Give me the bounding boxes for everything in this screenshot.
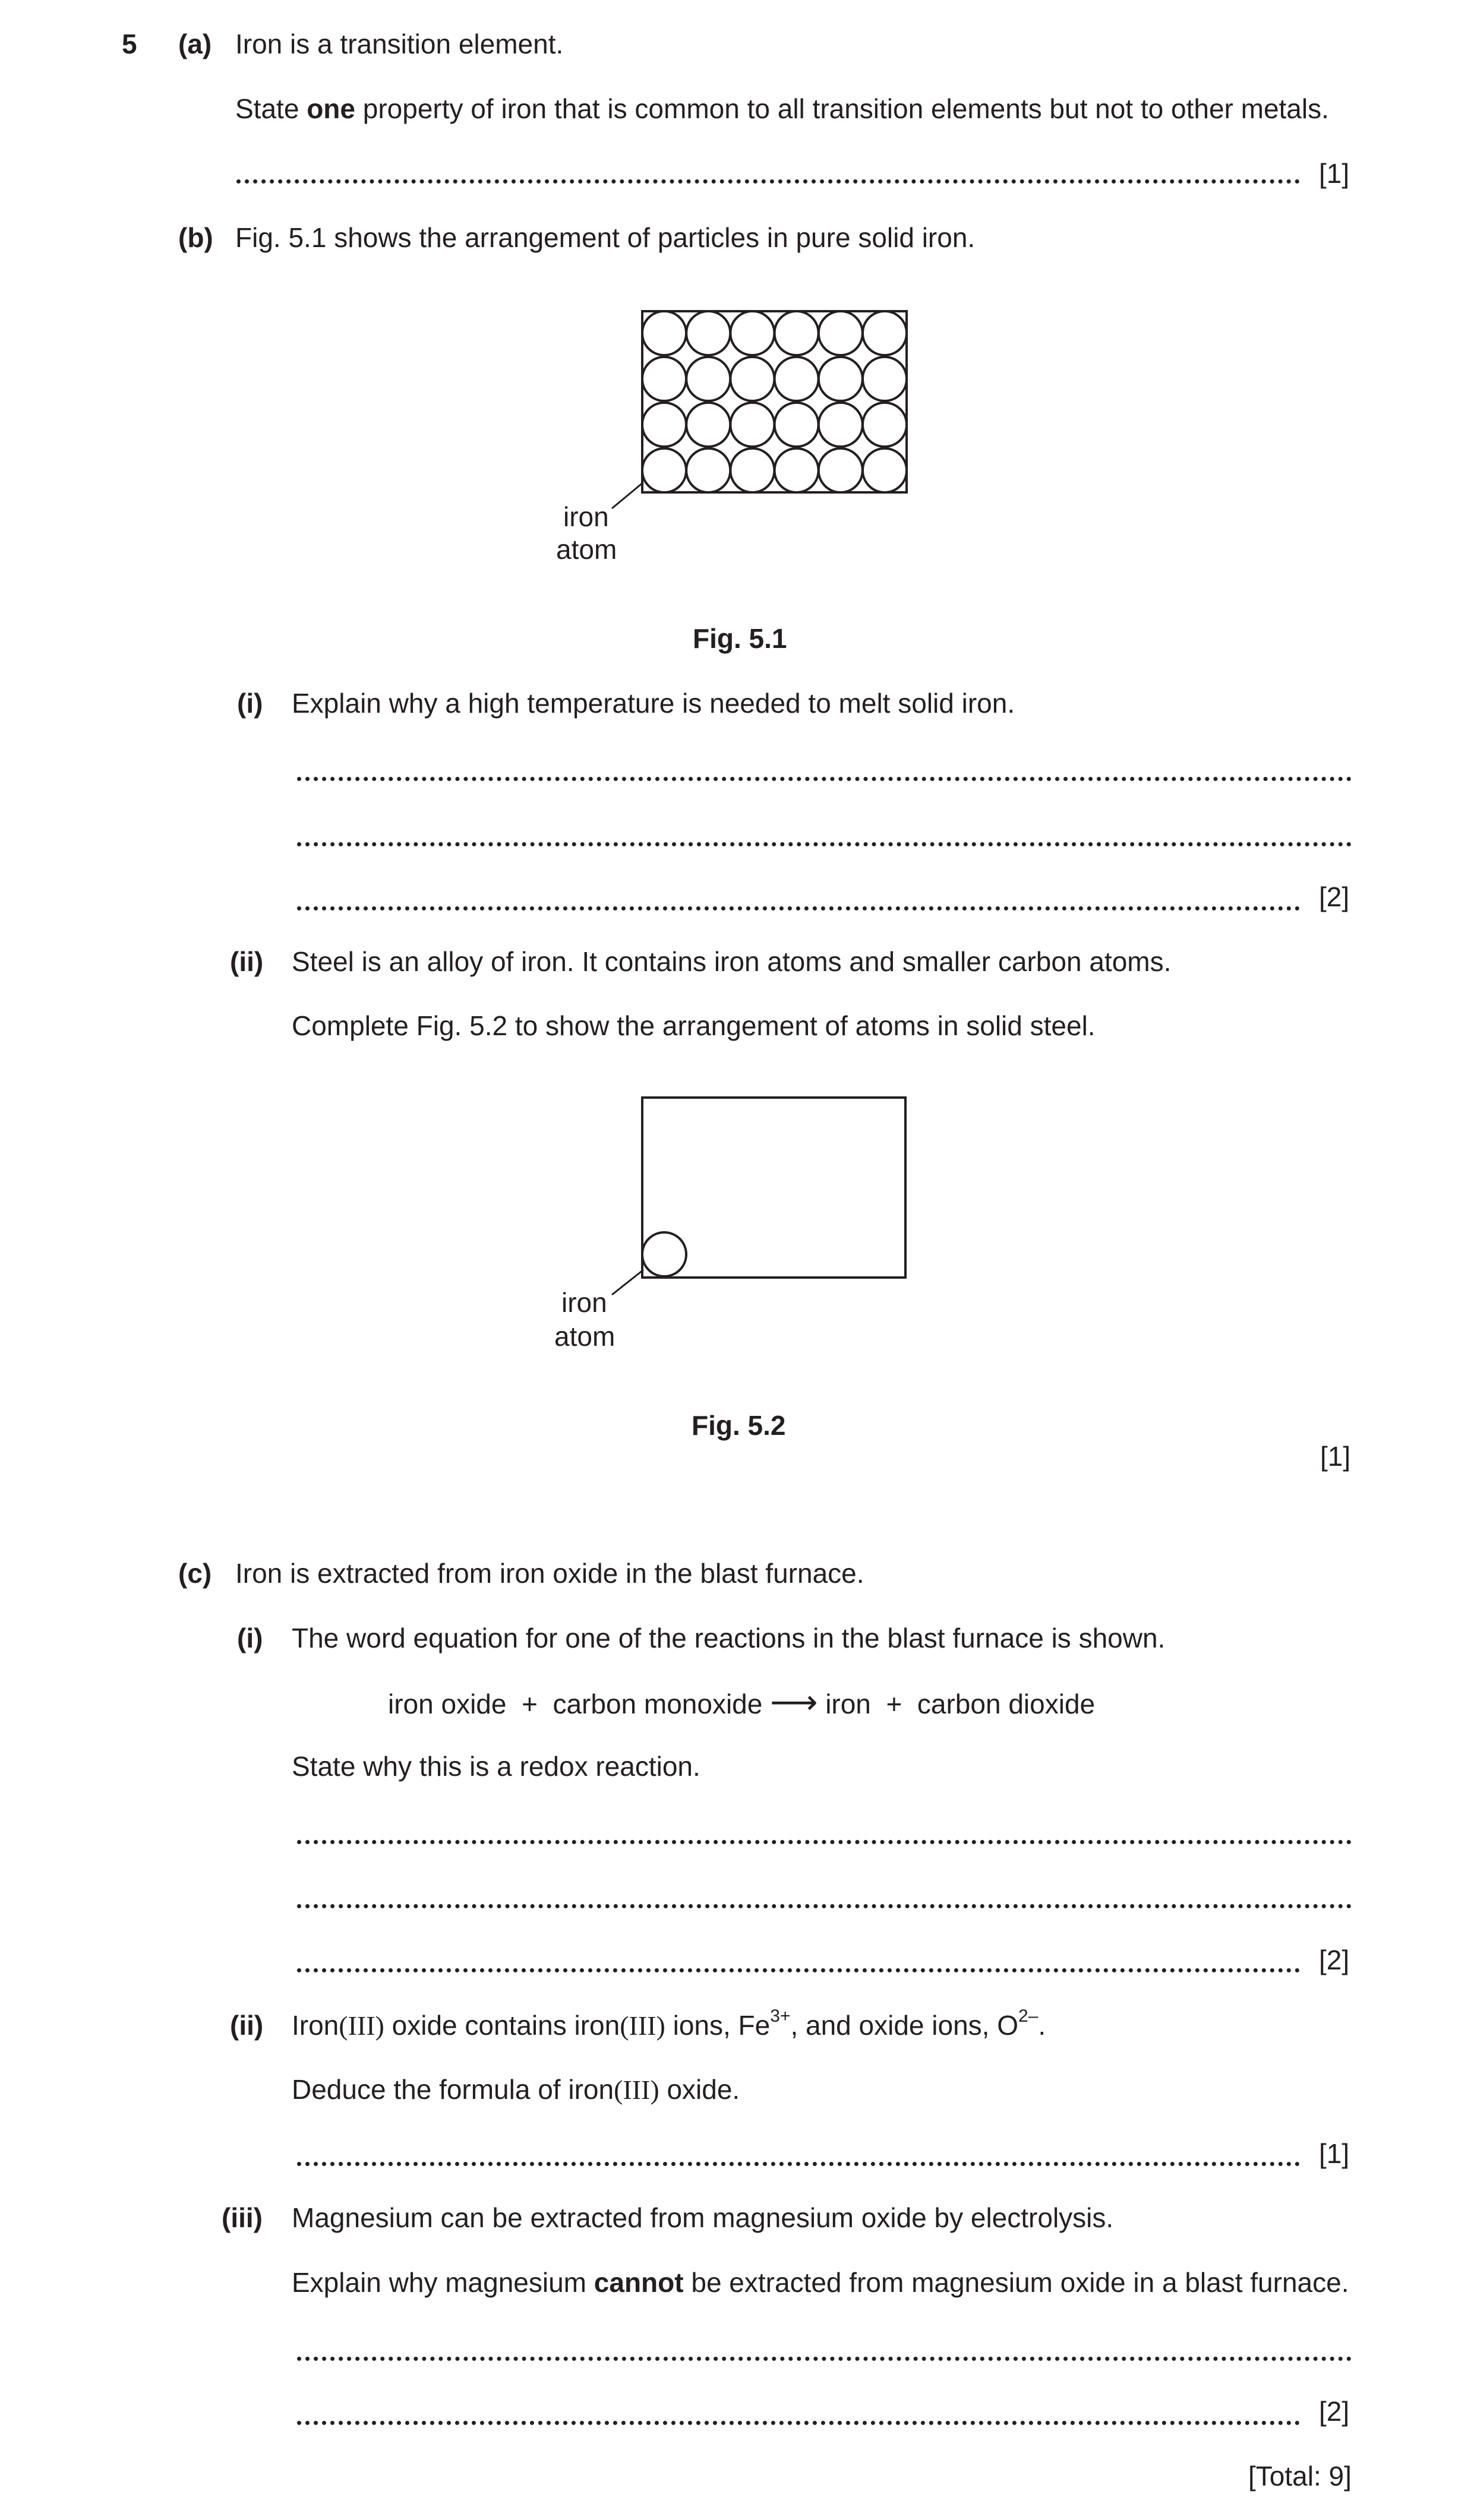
answer-line[interactable]: [297, 2357, 1352, 2361]
part-c-i-label: (i): [237, 1623, 263, 1653]
iron-atom-circle: [863, 357, 907, 401]
answer-line[interactable]: [297, 1840, 1352, 1844]
mark-allocation: [2]: [1319, 1944, 1350, 1975]
iron-atom-circle: [730, 403, 774, 447]
mark-allocation: [2]: [1319, 2396, 1350, 2427]
iron-atom-circle: [642, 448, 686, 492]
eq-reactant-2: carbon monoxide: [553, 1689, 763, 1719]
emphasis-one: one: [307, 93, 355, 124]
leader-line: [612, 482, 643, 508]
fig-5-2-caption: Fig. 5.2: [692, 1410, 786, 1441]
iron-atom-circle: [686, 357, 730, 401]
charge-superscript: 3+: [770, 2006, 791, 2026]
part-c-label: (c): [178, 1558, 212, 1589]
iron-atom-circle: [686, 311, 730, 355]
part-a-stem: Iron is a transition element.: [235, 29, 564, 59]
eq-product-1: iron: [825, 1689, 871, 1719]
mark-allocation: [1]: [1319, 2138, 1350, 2169]
answer-line[interactable]: [297, 1904, 1352, 1908]
iron-lattice: [642, 311, 907, 492]
leader-line: [612, 1270, 643, 1295]
part-c-iii-prompt: Explain why magnesium cannot be extracted from magnesium oxide in a blast furnace.: [292, 2267, 1349, 2298]
answer-line[interactable]: [297, 1968, 1300, 1972]
iron-atom-circle: [686, 448, 730, 492]
part-c-ii-prompt: Deduce the formula of iron(III) oxide.: [292, 2074, 740, 2105]
mark-allocation: [2]: [1319, 881, 1350, 912]
answer-line[interactable]: [297, 777, 1352, 781]
answer-line[interactable]: [297, 906, 1300, 910]
fig-5-2-label-atom: atom: [554, 1321, 616, 1352]
answer-line[interactable]: [297, 2421, 1300, 2425]
part-b-i-label: (i): [237, 688, 263, 719]
part-b-stem: Fig. 5.1 shows the arrangement of particles in pure solid iron.: [235, 222, 976, 253]
eq-plus: +: [522, 1689, 538, 1719]
answer-line[interactable]: [297, 842, 1352, 846]
eq-product-2: carbon dioxide: [917, 1689, 1096, 1719]
total-marks: [Total: 9]: [1248, 2461, 1352, 2491]
iron-atom-circle: [642, 403, 686, 447]
iron-atom-circle: [775, 357, 819, 401]
reaction-arrow-icon: ⟶: [770, 1683, 818, 1721]
iron-atom-circle: [775, 311, 819, 355]
iron-atom-circle: [775, 403, 819, 447]
part-c-iii-label: (iii): [222, 2202, 263, 2233]
part-b-ii-prompt: Complete Fig. 5.2 to show the arrangement of atoms in solid steel.: [292, 1010, 1096, 1041]
word-equation: [388, 1683, 1096, 1721]
question-number: 5: [122, 29, 137, 59]
eq-plus: +: [886, 1689, 902, 1719]
part-c-iii-text: Magnesium can be extracted from magnesium oxide by electrolysis.: [292, 2202, 1114, 2233]
part-c-stem: Iron is extracted from iron oxide in the blast furnace.: [235, 1558, 864, 1589]
part-b-label: (b): [178, 222, 213, 253]
eq-reactant-1: iron oxide: [388, 1689, 507, 1719]
part-b-ii-text: Steel is an alloy of iron. It contains iron atoms and smaller carbon atoms.: [292, 946, 1172, 977]
part-a-prompt: State one property of iron that is common to all transition elements but not to other metals.: [235, 93, 1329, 124]
iron-atom-circle: [686, 403, 730, 447]
answer-line[interactable]: [236, 179, 1300, 184]
fig-5-1-box: [642, 311, 907, 492]
part-b-ii-label: (ii): [230, 946, 264, 977]
part-a-label: (a): [178, 29, 212, 59]
iron-atom-circle: [863, 448, 907, 492]
part-c-ii-text: Iron(III) oxide contains iron(III) ions, $Fe^{3+}$, and oxide ions, $O^{2-}$.: [292, 2006, 1046, 2041]
iron-atom-circle: [730, 311, 774, 355]
part-b-i-text: Explain why a high temperature is needed to melt solid iron.: [292, 688, 1015, 719]
iron-atom-circle: [642, 311, 686, 355]
iron-atom-circle: [819, 403, 863, 447]
part-c-i-prompt: State why this is a redox reaction.: [292, 1751, 700, 1782]
fig-5-1-caption: Fig. 5.1: [693, 623, 787, 654]
mark-allocation: [1]: [1320, 1441, 1351, 1472]
iron-atom-circle: [863, 311, 907, 355]
iron-atom-circle: [775, 448, 819, 492]
charge-superscript: 2–: [1018, 2006, 1039, 2026]
iron-atom-circle: [730, 448, 774, 492]
fig-5-2-box: [642, 1098, 905, 1278]
iron-atom-circle: [642, 357, 686, 401]
iron-atom-circle: [819, 311, 863, 355]
iron-atom-circle: [819, 448, 863, 492]
part-c-ii-label: (ii): [230, 2010, 264, 2041]
fig-5-1-label-atom: atom: [556, 534, 617, 565]
iron-atom-circle: [642, 1232, 686, 1276]
iron-atom-circle: [863, 403, 907, 447]
fig-5-1-label-iron: iron: [563, 501, 609, 532]
fig-5-2-label-iron: iron: [561, 1287, 607, 1318]
iron-atom-circle: [730, 357, 774, 401]
iron-atom-circle: [819, 357, 863, 401]
emphasis-cannot: cannot: [594, 2267, 684, 2298]
mark-allocation: [1]: [1319, 158, 1350, 189]
answer-line[interactable]: [297, 2162, 1300, 2166]
part-c-i-text: The word equation for one of the reactions in the blast furnace is shown.: [292, 1623, 1166, 1653]
